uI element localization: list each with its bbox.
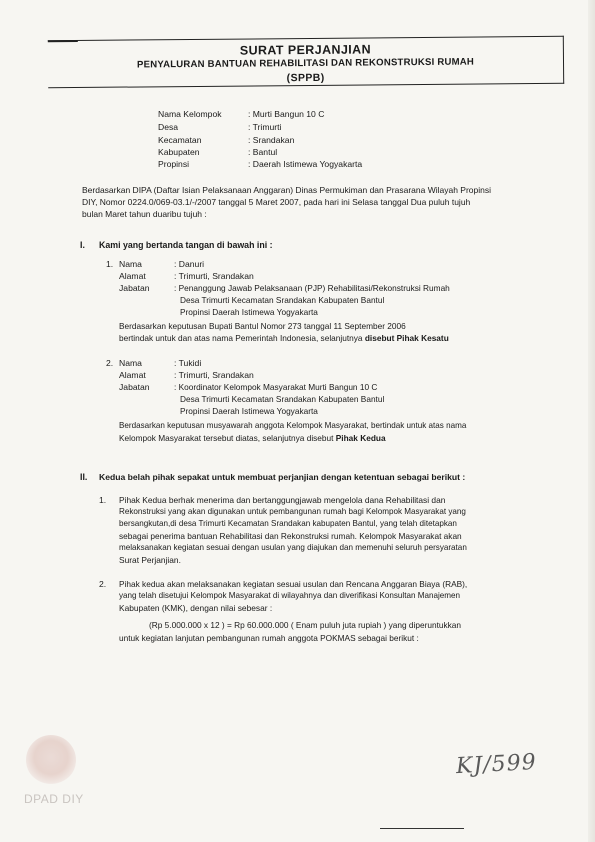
item-1-line-1: Pihak Kedua berhak menerima dan bertanggungjawab mengelola dana Rehabilitasi dan xyxy=(119,495,446,505)
party-2-alamat: : Trimurti, Srandakan xyxy=(174,370,254,380)
item-2-amount-continuation: untuk kegiatan lanjutan pembangunan rumah anggota POKMAS sebagai berikut : xyxy=(119,633,419,643)
party-2-dasar: Berdasarkan keputusan musyawarah anggota Kelompok Masyarakat, bertindak untuk atas nama xyxy=(119,421,467,430)
party-2-alamat-label: Alamat xyxy=(119,370,146,380)
item-1-line-6: Surat Perjanjian. xyxy=(119,555,181,565)
party-2-bertindak-text: Kelompok Masyarakat tersebut diatas, selanjutnya disebut xyxy=(119,433,336,443)
party-1-alamat: : Trimurti, Srandakan xyxy=(174,271,254,281)
page-edge xyxy=(588,0,595,842)
document-code: (SPPB) xyxy=(286,71,325,85)
info-label-kecamatan: Kecamatan xyxy=(158,135,202,145)
document-subtitle: PENYALURAN BANTUAN REHABILITASI DAN REKONSTRUKSI RUMAH xyxy=(136,56,475,71)
intro-line-1: Berdasarkan DIPA (Daftar Isian Pelaksanaan Anggaran) Dinas Permukiman dan Prasarana Wilayah Propinsi xyxy=(82,185,491,195)
party-1-number: 1. xyxy=(106,259,114,269)
intro-line-3: bulan Maret tahun duaribu tujuh : xyxy=(82,209,207,219)
party-1-jabatan-line-1: : Penanggung Jawab Pelaksanaan (PJP) Rehabilitasi/Rekonstruksi Rumah xyxy=(174,283,450,293)
info-label-nama-kelompok: Nama Kelompok xyxy=(158,109,222,119)
info-value-propinsi: : Daerah Istimewa Yogyakarta xyxy=(248,159,363,169)
info-label-desa: Desa xyxy=(158,122,179,132)
item-1-line-5: melaksanakan kegiatan sesuai dengan usulan yang diajukan dan memenuhi seluruh persyaratan xyxy=(119,543,467,552)
party-1-jabatan-line-3: Propinsi Daerah Istimewa Yogyakarta xyxy=(180,307,318,317)
party-2-number: 2. xyxy=(106,358,114,368)
party-2-bertindak xyxy=(119,432,386,444)
party-2-jabatan-line-1: : Koordinator Kelompok Masyarakat Murti Bangun 10 C xyxy=(174,382,378,392)
item-1-line-3: bersangkutan,di desa Trimurti Kecamatan Srandakan kabupaten Bantul, yang telah ditetapkan xyxy=(119,519,457,528)
item-2-number: 2. xyxy=(99,579,107,589)
party-1-alamat-label: Alamat xyxy=(119,271,146,281)
party-2-jabatan-line-2: Desa Trimurti Kecamatan Srandakan Kabupaten Bantul xyxy=(180,394,385,404)
party-2-pihak: Pihak Kedua xyxy=(335,433,386,443)
title-box xyxy=(48,36,564,89)
party-2-jabatan-line-3: Propinsi Daerah Istimewa Yogyakarta xyxy=(180,406,318,416)
watermark-text: DPAD DIY xyxy=(24,792,84,806)
item-1-line-4: sebagai penerima bantuan Rehabilitasi dan Rekonstruksi rumah. Kelompok Masyarakat akan xyxy=(119,531,462,541)
item-1-line-2: Rekonstruksi yang akan digunakan untuk pembangunan rumah bagi Kelompok Masyarakat yang xyxy=(119,507,466,516)
item-1-number: 1. xyxy=(99,495,107,505)
info-value-kabupaten: : Bantul xyxy=(248,147,278,157)
party-1-pihak: disebut Pihak Kesatu xyxy=(364,333,449,343)
section-2-heading: Kedua belah pihak sepakat untuk membuat perjanjian dengan ketentuan sebagai berikut : xyxy=(99,472,466,482)
party-1-jabatan-line-2: Desa Trimurti Kecamatan Srandakan Kabupaten Bantul xyxy=(180,295,385,305)
info-value-kecamatan: : Srandakan xyxy=(248,135,295,145)
section-1-heading: Kami yang bertanda tangan di bawah ini : xyxy=(99,240,273,250)
item-2-line-3: Kabupaten (KMK), dengan nilai sebesar : xyxy=(119,603,273,613)
party-1-bertindak-text: bertindak untuk dan atas nama Pemerintah Indonesia, selanjutnya xyxy=(119,333,365,343)
party-1-nama: : Danuri xyxy=(174,259,205,269)
item-2-line-1: Pihak kedua akan melaksanakan kegiatan sesuai usulan dan Rencana Anggaran Biaya (RAB), xyxy=(119,579,468,589)
section-2-number: II. xyxy=(80,472,88,482)
party-1-dasar: Berdasarkan keputusan Bupati Bantul Nomor 273 tanggal 11 September 2006 xyxy=(119,321,406,331)
party-2-nama: : Tukidi xyxy=(174,358,202,368)
info-label-propinsi: Propinsi xyxy=(158,159,190,169)
info-value-desa: : Trimurti xyxy=(248,122,282,132)
section-1-number: I. xyxy=(80,240,85,250)
party-1-nama-label: Nama xyxy=(119,259,142,269)
seal-watermark-icon xyxy=(26,735,76,785)
info-label-kabupaten: Kabupaten xyxy=(158,147,200,157)
intro-line-2: DIY, Nomor 0224.0/069-03.1/-/2007 tanggal 5 Maret 2007, pada hari ini Selasa tanggal Dua puluh tujuh xyxy=(82,197,471,207)
item-2-amount: (Rp 5.000.000 x 12 ) = Rp 60.000.000 ( Enam puluh juta rupiah ) yang diperuntukkan xyxy=(149,620,462,630)
party-2-jabatan-label: Jabatan xyxy=(119,382,150,392)
item-2-line-2: yang telah disetujui Kelompok Masyarakat di wilayahnya dan diverifikasi Konsultan Manajemen xyxy=(119,591,461,600)
document-title: SURAT PERJANJIAN xyxy=(239,42,372,58)
footer-divider xyxy=(380,828,464,829)
handwritten-note: KJ/599 xyxy=(455,749,538,780)
party-2-nama-label: Nama xyxy=(119,358,142,368)
info-value-nama-kelompok: : Murti Bangun 10 C xyxy=(248,109,325,119)
party-1-bertindak xyxy=(119,332,449,344)
party-1-jabatan-label: Jabatan xyxy=(119,283,150,293)
